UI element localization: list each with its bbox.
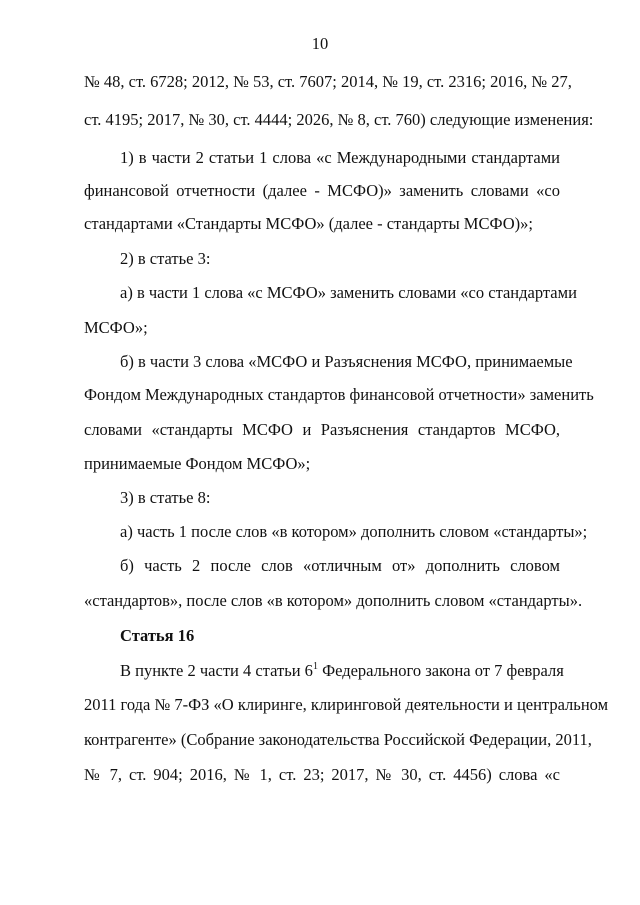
text-line: № 48, ст. 6728; 2012, № 53, ст. 7607; 2014, № 19, ст. 2316; 2016, № 27, [84, 72, 572, 91]
text-line: принимаемые Фондом МСФО»; [84, 454, 311, 473]
text-line: 3) в статье 8: [120, 488, 211, 507]
text-line: 1) в части 2 статьи 1 слова «с Международными стандартами [120, 148, 560, 167]
text-line: № 7, ст. 904; 2016, № 1, ст. 23; 2017, № 30, ст. 4456) слова «с [84, 765, 560, 784]
text-line: «стандартов», после слов «в котором» дополнить словом «стандарты». [84, 591, 583, 610]
text-line: словами «стандарты МСФО и Разъяснения стандартов МСФО, [84, 420, 560, 439]
text-line: 2011 года № 7-ФЗ «О клиринге, клиринговой деятельности и центральном [84, 695, 609, 714]
text-line: а) в части 1 слова «с МСФО» заменить словами «со стандартами [120, 283, 577, 302]
text-line: б) часть 2 после слов «отличным от» дополнить словом [120, 556, 560, 575]
page-number: 10 [311, 34, 329, 53]
text-line: МСФО»; [84, 318, 148, 337]
text-line: финансовой отчетности (далее - МСФО)» заменить словами «со [84, 181, 560, 200]
text-line: Фондом Международных стандартов финансовой отчетности» заменить [84, 385, 594, 404]
text-fragment: В пункте 2 части 4 статьи 6 [120, 661, 313, 680]
text-line: 2) в статье 3: [120, 249, 211, 268]
text-line [120, 660, 564, 681]
text-fragment: Федерального закона от 7 февраля [317, 661, 564, 680]
text-line: а) часть 1 после слов «в котором» дополнить словом «стандарты»; [120, 522, 588, 541]
text-line: контрагенте» (Собрание законодательства Российской Федерации, 2011, [84, 730, 592, 749]
article-heading: Статья 16 [120, 626, 195, 645]
text-line: б) в части 3 слова «МСФО и Разъяснения МСФО, принимаемые [120, 352, 573, 371]
text-line: стандартами «Стандарты МСФО» (далее - стандарты МСФО)»; [84, 214, 533, 233]
text-line: ст. 4195; 2017, № 30, ст. 4444; 2026, № 8, ст. 760) следующие изменения: [84, 110, 594, 129]
superscript: 1 [312, 660, 318, 672]
